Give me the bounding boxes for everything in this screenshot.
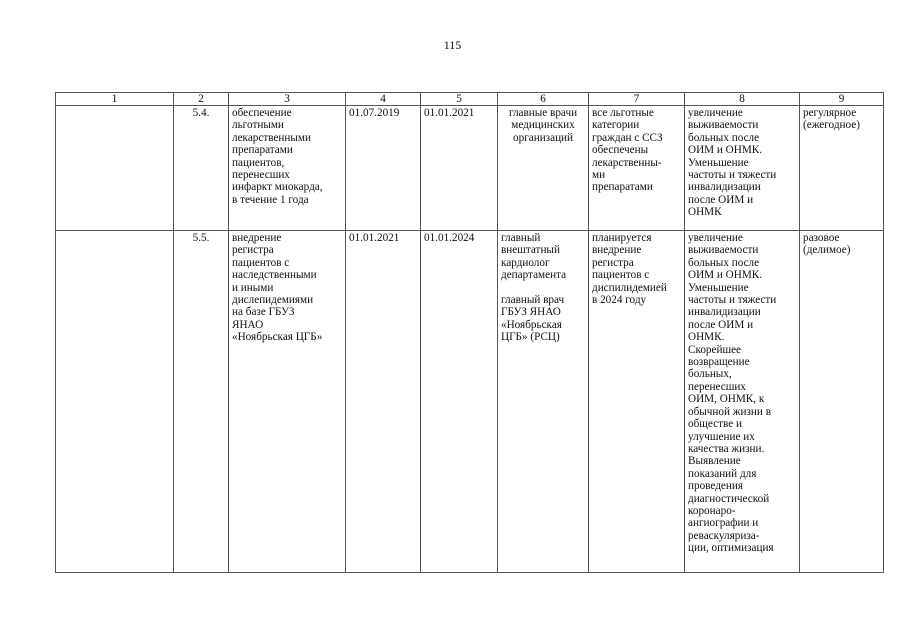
cell-frequency: регулярное (ежегодное) [800, 106, 884, 231]
page-number: 115 [443, 38, 462, 52]
cell-result: планируется внедрение регистра пациентов с диспилидемией в 2024 году [589, 231, 685, 573]
cell-indicator: увеличение выживаемости больных после ОИМ и ОНМК. Уменьшение частоты и тяжести инвалидизации после ОИМ и ОНМК. Скорейшее возвращение больных, перенесших ОИМ, ОНМК, к обычной жизни в обществе и улучшение их качества жизни. Выявление показаний для проведения диагностической коронаро- ангиографии и реваскуляриза- ции, оптимизация [685, 231, 800, 573]
measures-table [55, 92, 884, 573]
cell-start-date: 01.07.2019 [346, 106, 421, 231]
cell-measure: обеспечение льготными лекарственными препаратами пациентов, перенесших инфаркт миокарда, в течение 1 года [229, 106, 346, 231]
col-header-6: 6 [498, 93, 589, 106]
col-header-2: 2 [174, 93, 229, 106]
cell-num [56, 106, 174, 231]
cell-indicator: увеличение выживаемости больных после ОИМ и ОНМК. Уменьшение частоты и тяжести инвалидизации после ОИМ и ОНМК [685, 106, 800, 231]
cell-end-date: 01.01.2024 [421, 231, 498, 573]
cell-id: 5.4. [174, 106, 229, 231]
col-header-9: 9 [800, 93, 884, 106]
col-header-7: 7 [589, 93, 685, 106]
col-header-5: 5 [421, 93, 498, 106]
col-header-8: 8 [685, 93, 800, 106]
cell-measure: внедрение регистра пациентов с наследственными и иными дислепидемиями на базе ГБУЗ ЯНАО «Ноябрьская ЦГБ» [229, 231, 346, 573]
col-header-1: 1 [56, 93, 174, 106]
col-header-4: 4 [346, 93, 421, 106]
cell-end-date: 01.01.2021 [421, 106, 498, 231]
header-row [56, 93, 884, 106]
cell-responsible: главный внештатный кардиолог департамента главный врач ГБУЗ ЯНАО «Ноябрьская ЦГБ» (РСЦ) [498, 231, 589, 573]
cell-num [56, 231, 174, 573]
col-header-3: 3 [229, 93, 346, 106]
cell-responsible: главные врачи медицинских организаций [498, 106, 589, 231]
cell-frequency: разовое (делимое) [800, 231, 884, 573]
table-row [56, 231, 884, 573]
cell-result: все льготные категории граждан с ССЗ обеспечены лекарственны- ми препаратами [589, 106, 685, 231]
cell-id: 5.5. [174, 231, 229, 573]
table-row [56, 106, 884, 231]
cell-start-date: 01.01.2021 [346, 231, 421, 573]
